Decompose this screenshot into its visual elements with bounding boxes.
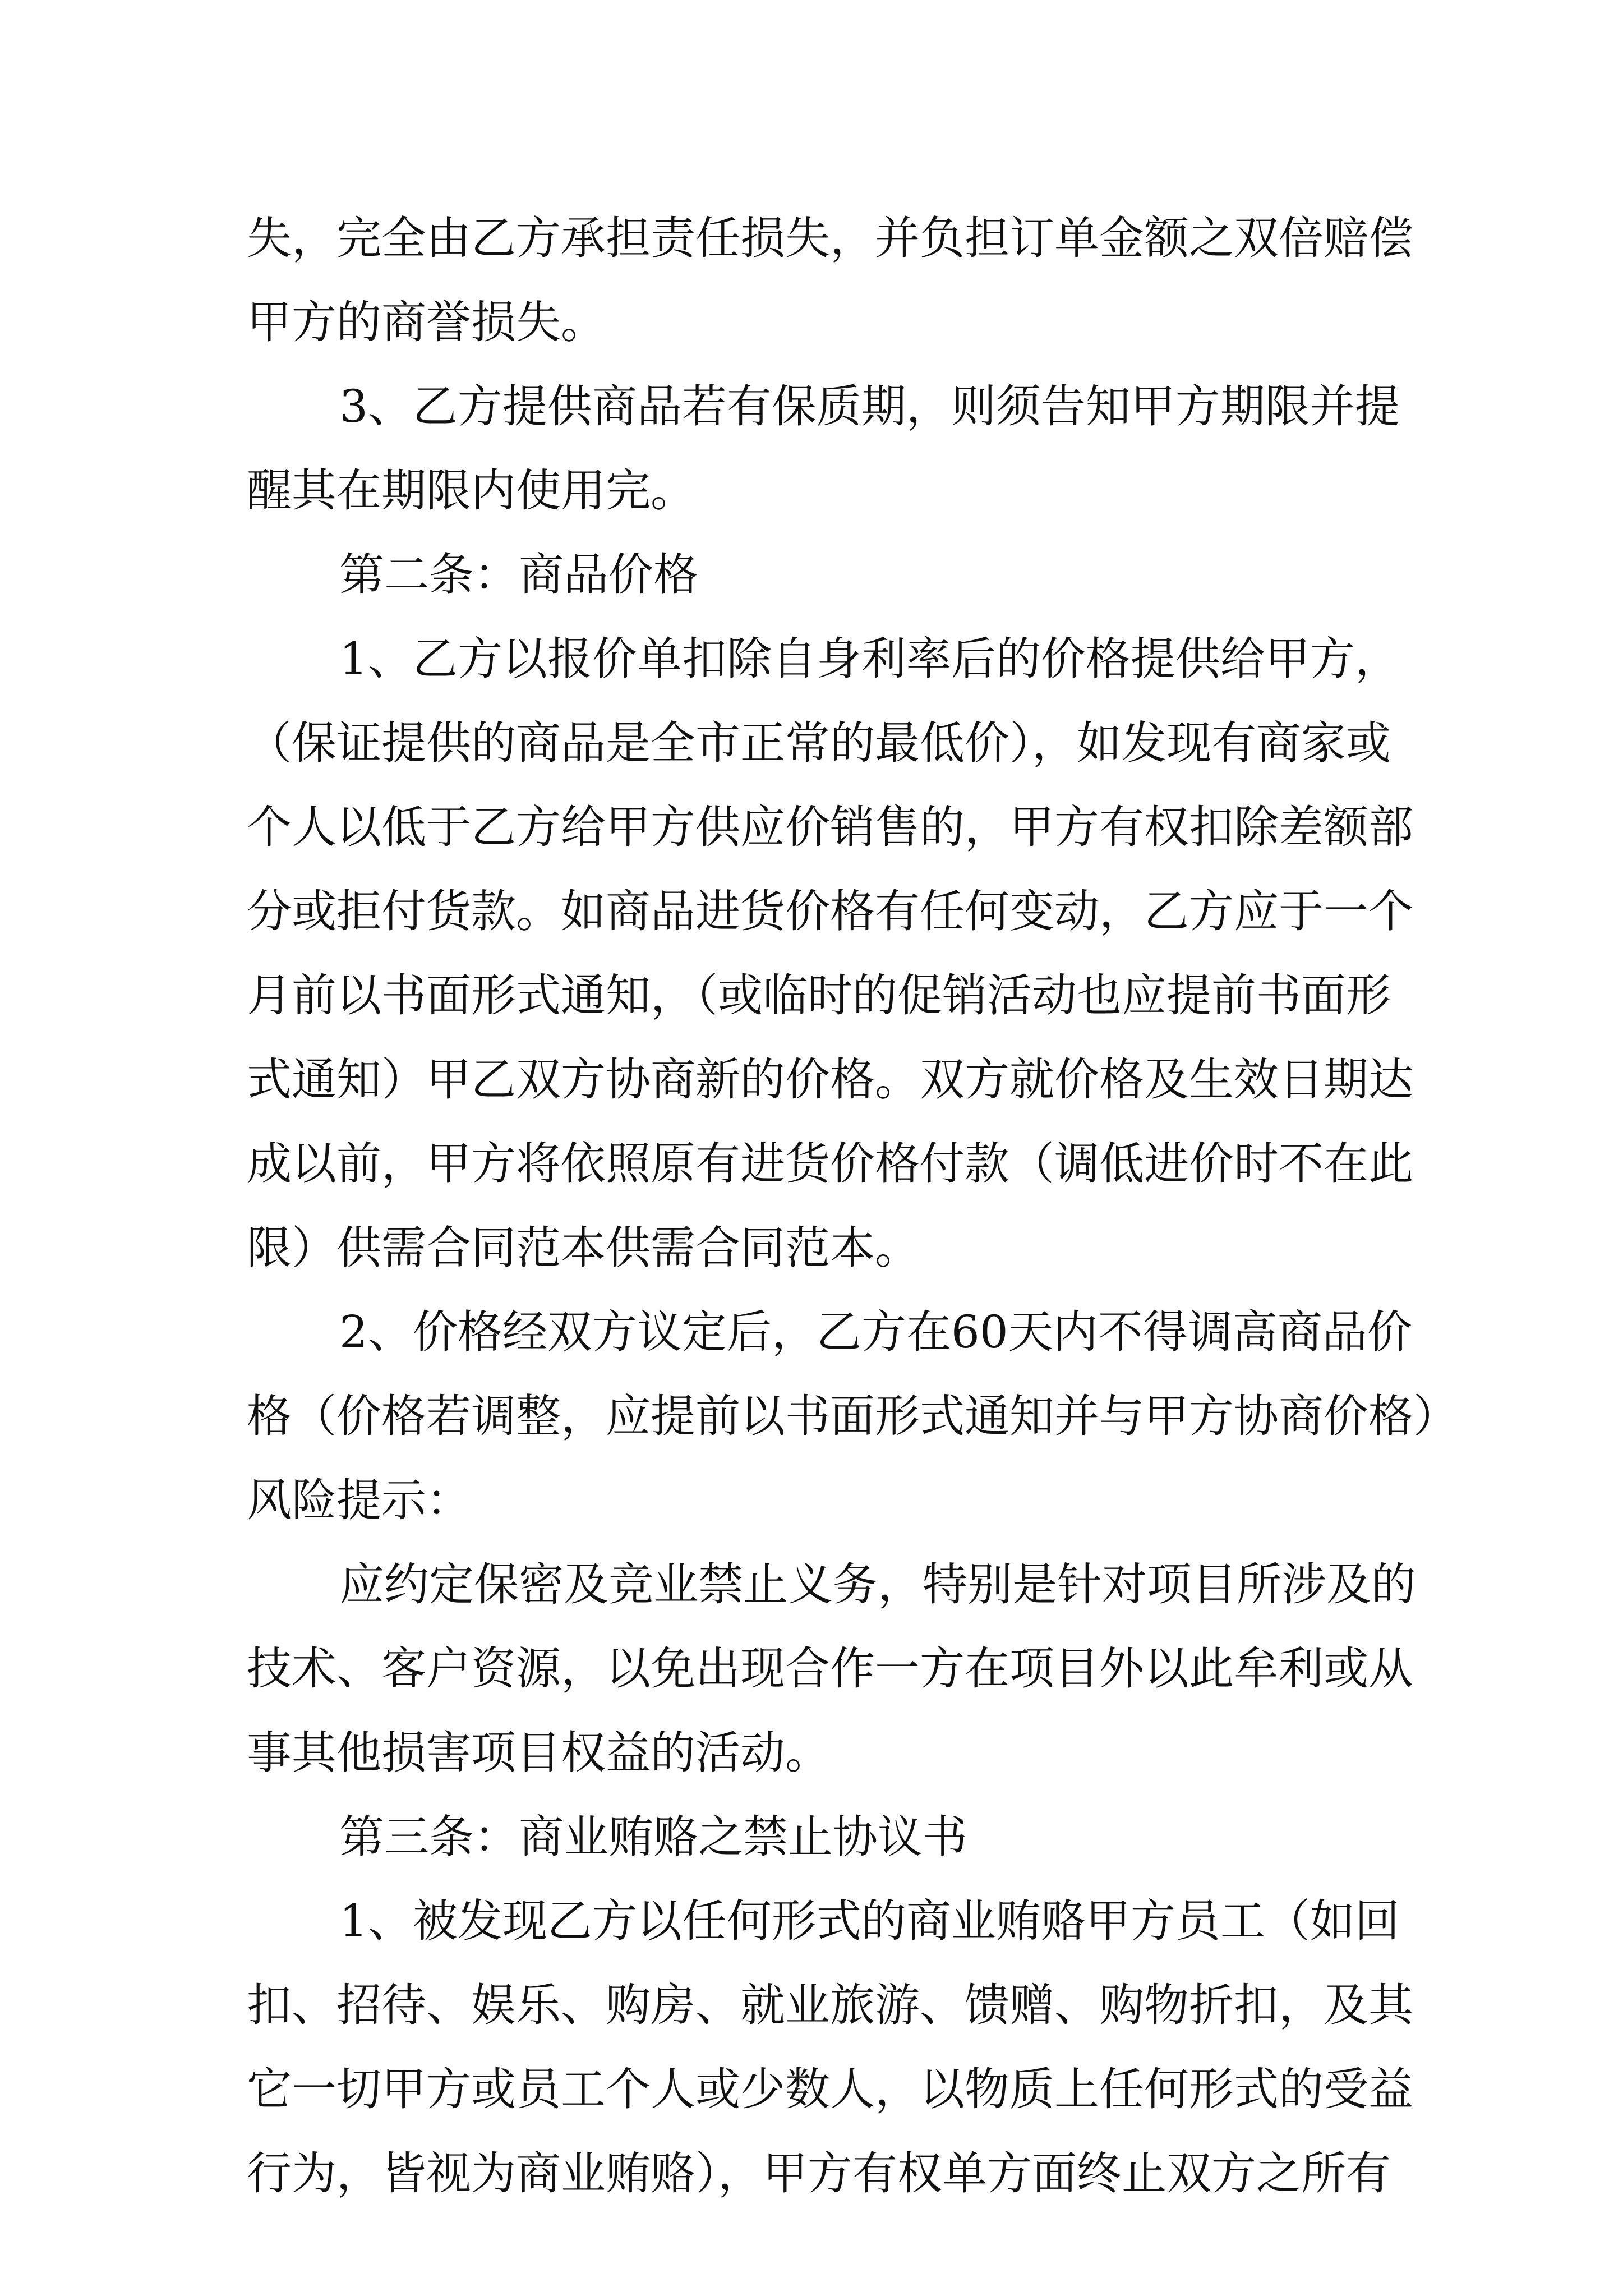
section-heading: 第三条：商业贿赂之禁止协议书: [339, 1811, 967, 1863]
text-line: 甲方的商誉损失。: [247, 296, 606, 348]
text-line: 技术、客户资源，以免出现合作一方在项目外以此牟利或从: [247, 1642, 1413, 1695]
text-line: 月前以书面形式通知，（或临时的促销活动也应提前书面形: [247, 969, 1391, 1022]
text-line: 它一切甲方或员工个人或少数人，以物质上任何形式的受益: [247, 2063, 1413, 2115]
text-line: 个人以低于乙方给甲方供应价销售的，甲方有权扣除差额部: [247, 801, 1413, 853]
section-heading: 第二条：商品价格: [339, 549, 698, 601]
text-line: 成以前，甲方将依照原有进货价格付款（调低进价时不在此: [247, 1138, 1413, 1190]
text-line: 3、乙方提供商品若有保质期，则须告知甲方期限并提: [339, 380, 1400, 432]
text-line: 应约定保密及竞业禁止义务，特别是针对项目所涉及的: [339, 1558, 1416, 1611]
text-line: （保证提供的商品是全市正常的最低价），如发现有商家或: [247, 717, 1391, 769]
text-line: 醒其在期限内使用完。: [247, 464, 695, 517]
text-line: 2、价格经双方议定后，乙方在60天内不得调高商品价: [339, 1306, 1412, 1358]
text-line: 风险提示：: [247, 1474, 471, 1526]
text-line: 扣、招待、娱乐、购房、就业旅游、馈赠、购物折扣，及其: [247, 1979, 1413, 2031]
text-line: 事其他损害项目权益的活动。: [247, 1727, 830, 1779]
text-line: 式通知）甲乙双方协商新的价格。双方就价格及生效日期达: [247, 1053, 1413, 1106]
text-line: 分或拒付货款。如商品进货价格有任何变动，乙方应于一个: [247, 885, 1413, 937]
text-line: 限）供需合同范本供需合同范本。: [247, 1222, 920, 1274]
text-line: 1、乙方以报价单扣除自身利率后的价格提供给甲方，: [339, 633, 1400, 685]
text-line: 1、被发现乙方以任何形式的商业贿赂甲方员工（如回: [339, 1895, 1400, 1947]
text-line: 行为，皆视为商业贿赂），甲方有权单方面终止双方之所有: [247, 2147, 1391, 2200]
text-line: 格（价格若调整，应提前以书面形式通知并与甲方协商价格）: [247, 1390, 1458, 1442]
text-line: 失，完全由乙方承担责任损失，并负担订单金额之双倍赔偿: [247, 212, 1413, 264]
